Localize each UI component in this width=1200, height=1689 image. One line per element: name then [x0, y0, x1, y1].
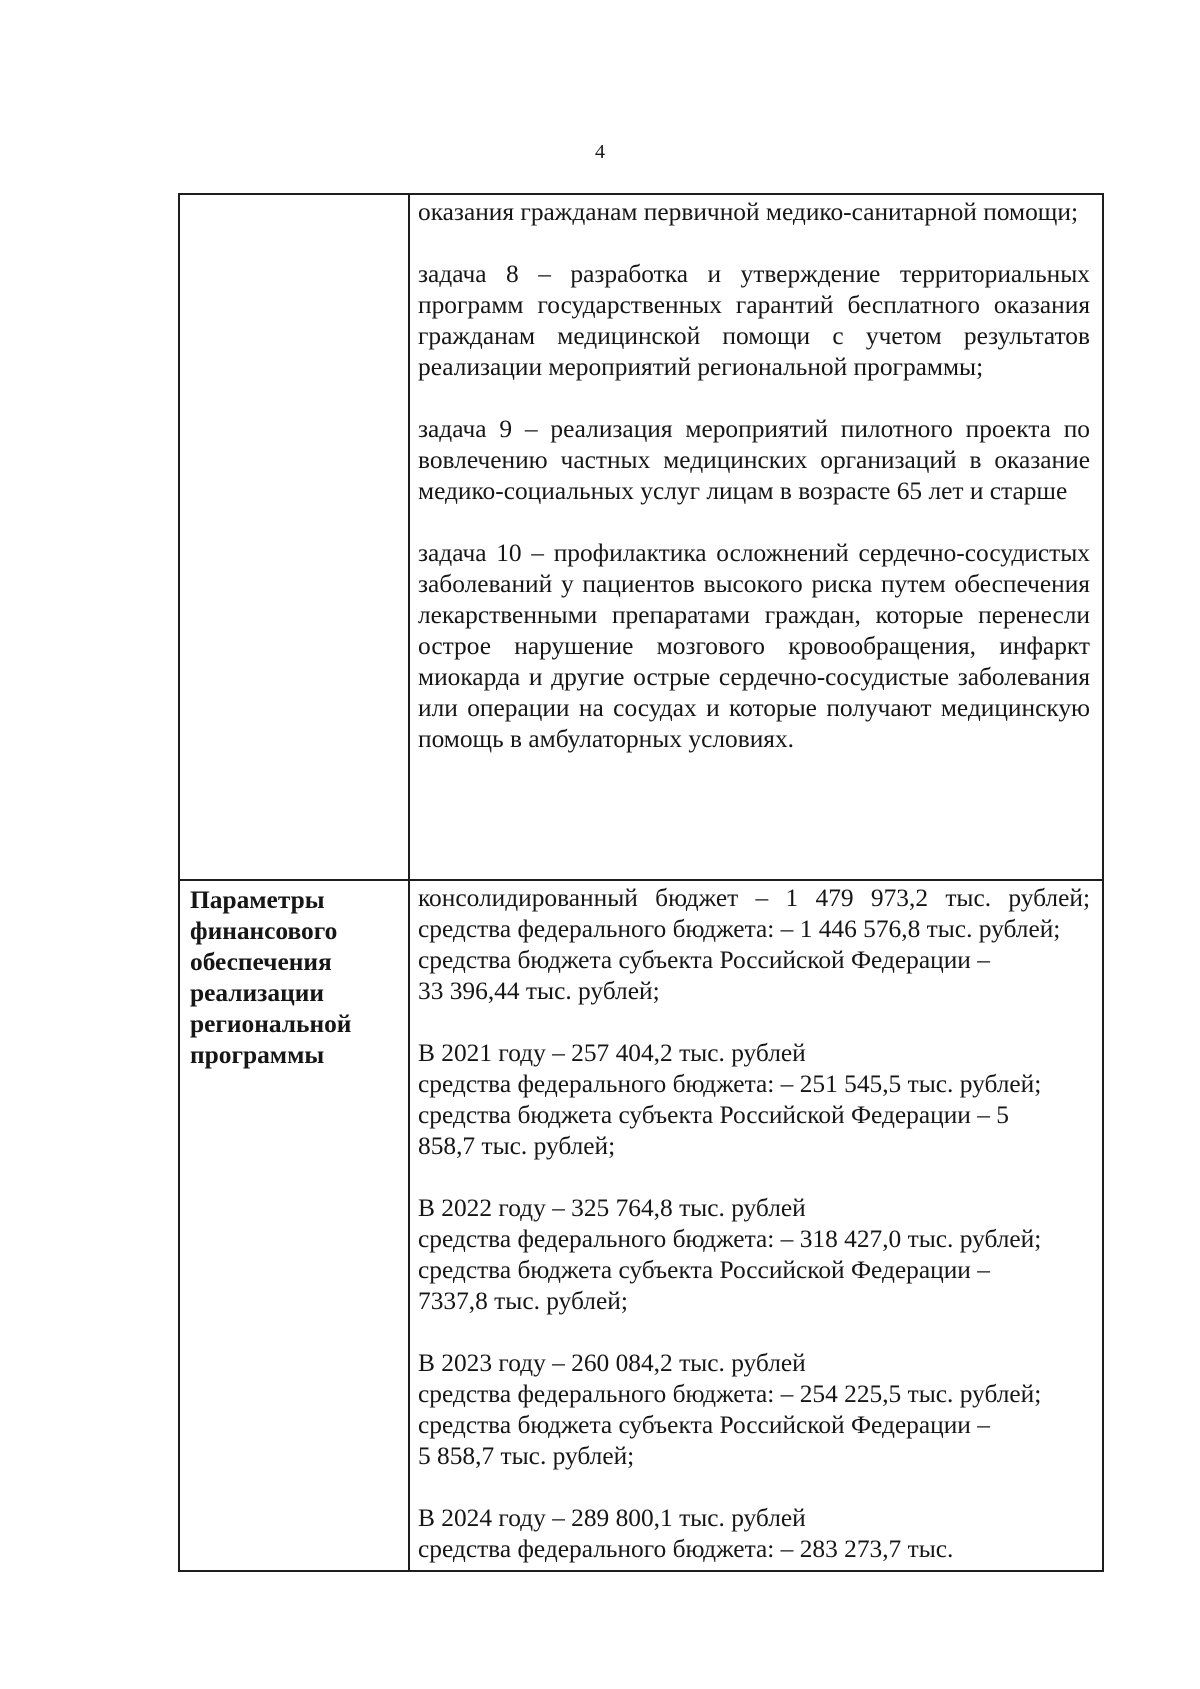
financing-parameters-label: [190, 885, 400, 1071]
year-line: 5 858,7 тыс. рублей;: [418, 1442, 635, 1470]
year-line: средства федерального бюджета: – 283 273,7 тыс.: [418, 1535, 954, 1563]
year-line: средства бюджета субъекта Российской Федерации – 5: [418, 1101, 1009, 1129]
page-number: 4: [595, 141, 605, 163]
year-line: 858,7 тыс. рублей;: [418, 1132, 616, 1160]
label-line: реализации: [190, 979, 324, 1007]
consolidated-budget: [418, 883, 1090, 1007]
task-8: задача 8 – разработка и утверждение территориальных программ государственных гарантий бесплатного оказания гражданам медицинской помощи с учетом результатов реализации мероприятий региональной программы;: [418, 260, 1090, 381]
task-7-continuation: оказания гражданам первичной медико-санитарной помощи;: [418, 198, 1078, 226]
year-line: средства бюджета субъекта Российской Федерации –: [418, 1411, 990, 1439]
consolidated-line: 33 396,44 тыс. рублей;: [418, 977, 660, 1005]
consolidated-line: консолидированный бюджет – 1 479 973,2 тыс. рублей;: [418, 884, 1090, 912]
year-line: средства федерального бюджета: – 251 545,5 тыс. рублей;: [418, 1070, 1042, 1098]
task-9: задача 9 – реализация мероприятий пилотного проекта по вовлечению частных медицинских организаций в оказание медико-социальных услуг лицам в возрасте 65 лет и старше: [418, 415, 1090, 505]
label-line: обеспечения: [190, 948, 332, 976]
consolidated-line: средства федерального бюджета: – 1 446 576,8 тыс. рублей;: [418, 915, 1061, 943]
label-line: Параметры: [190, 886, 325, 914]
task-10: задача 10 – профилактика осложнений сердечно-сосудистых заболеваний у пациентов высокого риска путем обеспечения лекарственными препаратами граждан, которые перенесли острое нарушение мозгового кровообращения, инфаркт миокарда и другие острые сердечно-сосудистые заболевания или операции на сосудах и которые получают медицинскую помощь в амбулаторных условиях.: [418, 539, 1090, 753]
label-line: региональной: [190, 1010, 352, 1038]
year-line: средства бюджета субъекта Российской Федерации –: [418, 1256, 990, 1284]
row-divider: [180, 879, 1102, 881]
year-line: В 2023 году – 260 084,2 тыс. рублей: [418, 1349, 806, 1377]
program-passport-table: [178, 193, 1104, 1572]
year-2021-block: [418, 1038, 1090, 1162]
label-line: финансового: [190, 917, 338, 945]
year-line: В 2024 году – 289 800,1 тыс. рублей: [418, 1504, 806, 1532]
label-line: программы: [190, 1041, 325, 1069]
year-line: средства федерального бюджета: – 318 427,0 тыс. рублей;: [418, 1225, 1042, 1253]
year-line: средства федерального бюджета: – 254 225,5 тыс. рублей;: [418, 1380, 1042, 1408]
consolidated-line: средства бюджета субъекта Российской Федерации –: [418, 946, 990, 974]
year-line: 7337,8 тыс. рублей;: [418, 1287, 628, 1315]
column-divider: [408, 195, 410, 1570]
year-line: В 2021 году – 257 404,2 тыс. рублей: [418, 1039, 806, 1067]
year-2024-block: [418, 1503, 1090, 1565]
tasks-cell: [418, 197, 1090, 755]
year-line: В 2022 году – 325 764,8 тыс. рублей: [418, 1194, 806, 1222]
year-2022-block: [418, 1193, 1090, 1317]
financing-values-cell: [418, 883, 1090, 1565]
year-2023-block: [418, 1348, 1090, 1472]
